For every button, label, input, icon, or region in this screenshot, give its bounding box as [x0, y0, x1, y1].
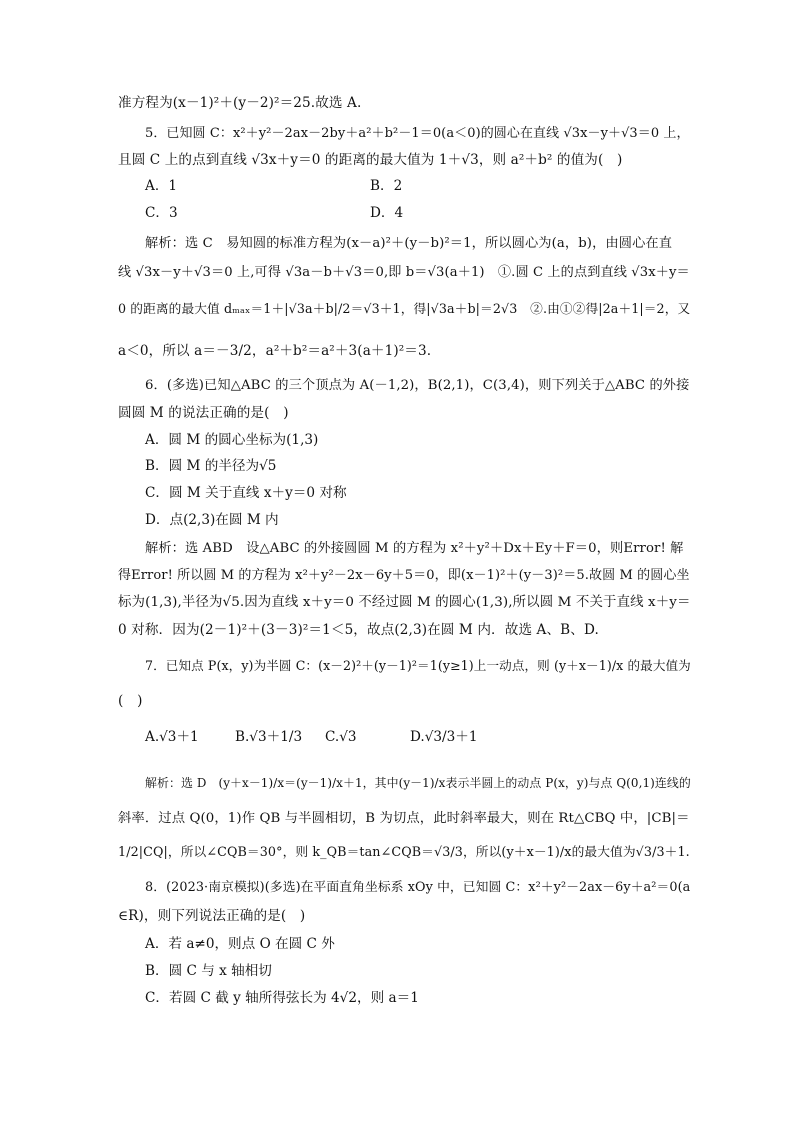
q6-stem-2: 圆圆 M 的说法正确的是( ) — [118, 405, 289, 421]
q5-solution-2: 线 √3x－y＋√3＝0 上,可得 √3a－b＋√3＝0,即 b＝√3(a＋1) ①.圆 C 上的点到直线 √3x＋y＝ — [118, 265, 690, 280]
q5-stem-1: 5．已知圆 C：x²＋y²－2ax－2by＋a²＋b²－1＝0(a＜0)的圆心在直线 √3x－y＋√3＝0 上， — [145, 126, 690, 141]
q6-solution-2: 得Error! 所以圆 M 的方程为 x²＋y²－2x－6y＋5＝0，即(x－1)²＋(y－3)²＝5.故圆 M 的圆心坐 — [118, 568, 690, 583]
q5-option-a: A．1 — [145, 178, 178, 194]
q7-option-a: A.√3＋1 — [145, 729, 199, 745]
q8-stem-1: 8．(2023·南京模拟)(多选)在平面直角坐标系 xOy 中，已知圆 C：x²＋y²－2ax－6y＋a²＝0(a — [145, 880, 691, 895]
q7-solution-2: 斜率．过点 Q(0，1)作 QB 与半圆相切，B 为切点，此时斜率最大，则在 Rt△CBQ 中，|CB|＝ — [118, 811, 690, 826]
q7-stem-1: 7．已知点 P(x，y)为半圆 C：(x－2)²＋(y－1)²＝1(y≥1)上一动点，则 (y＋x－1)/x 的最大值为 — [145, 658, 691, 673]
q5-solution-4: a＜0，所以 a＝－3/2，a²＋b²＝a²＋3(a＋1)²＝3. — [118, 343, 432, 359]
q6-option-d: D．点(2,3)在圆 M 内 — [145, 512, 279, 528]
q5-option-b: B．2 — [370, 178, 403, 194]
q7-stem-2: ( ) — [118, 693, 143, 709]
q7-option-c: C.√3 — [325, 729, 357, 745]
q6-option-c: C．圆 M 关于直线 x＋y＝0 对称 — [145, 485, 347, 501]
q6-stem-1: 6．(多选)已知△ABC 的三个顶点为 A(－1,2)，B(2,1)，C(3,4)，则下列关于△ABC 的外接 — [145, 378, 690, 393]
q5-solution-1: 解析：选 C 易知圆的标准方程为(x－a)²＋(y－b)²＝1，所以圆心为(a，b)，由圆心在直 — [145, 236, 673, 251]
q8-option-a: A．若 a≠0，则点 O 在圆 C 外 — [145, 936, 335, 952]
q7-solution-3: 1/2|CQ|，所以∠CQB＝30°，则 k_QB＝tan∠CQB＝√3/3，所以(y＋x－1)/x的最大值为√3/3＋1. — [118, 845, 690, 860]
q5-stem-2: 且圆 C 上的点到直线 √3x＋y＝0 的距离的最大值为 1＋√3，则 a²＋b² 的值为( ) — [118, 152, 623, 168]
q6-solution-4: 0 对称．因为(2－1)²＋(3－3)²＝1＜5，故点(2,3)在圆 M 内．故选 A、B、D. — [118, 622, 599, 638]
q5-option-c: C．3 — [145, 205, 178, 221]
q8-option-c: C．若圆 C 截 y 轴所得弦长为 4√2，则 a＝1 — [145, 990, 419, 1006]
q7-option-d: D.√3/3＋1 — [410, 729, 478, 745]
q6-option-b: B．圆 M 的半径为√5 — [145, 458, 277, 474]
q8-option-b: B．圆 C 与 x 轴相切 — [145, 963, 272, 979]
q5-solution-3: 0 的距离的最大值 dₘₐₓ＝1＋|√3a＋b|/2＝√3＋1，得|√3a＋b|＝2√3 ②.由①②得|2a＋1|＝2，又 — [118, 301, 691, 316]
q6-solution-1: 解析：选 ABD 设△ABC 的外接圆圆 M 的方程为 x²＋y²＋Dx＋Ey＋F＝0，则Error! 解 — [145, 541, 684, 556]
line-prev-answer: 准方程为(x－1)²＋(y－2)²＝25.故选 A. — [118, 95, 362, 111]
q6-option-a: A．圆 M 的圆心坐标为(1,3) — [145, 432, 319, 448]
q7-option-b: B.√3＋1/3 — [235, 729, 303, 745]
q5-option-d: D．4 — [370, 205, 404, 221]
q7-solution-1: 解析：选 D (y＋x－1)/x＝(y－1)/x＋1，其中(y－1)/x表示半圆上的动点 P(x，y)与点 Q(0,1)连线的 — [145, 776, 691, 790]
q8-stem-2: ∈R)，则下列说法正确的是( ) — [118, 908, 306, 924]
q6-solution-3: 标为(1,3),半径为√5.因为直线 x＋y＝0 不经过圆 M 的圆心(1,3),所以圆 M 不关于直线 x＋y＝ — [118, 595, 691, 610]
